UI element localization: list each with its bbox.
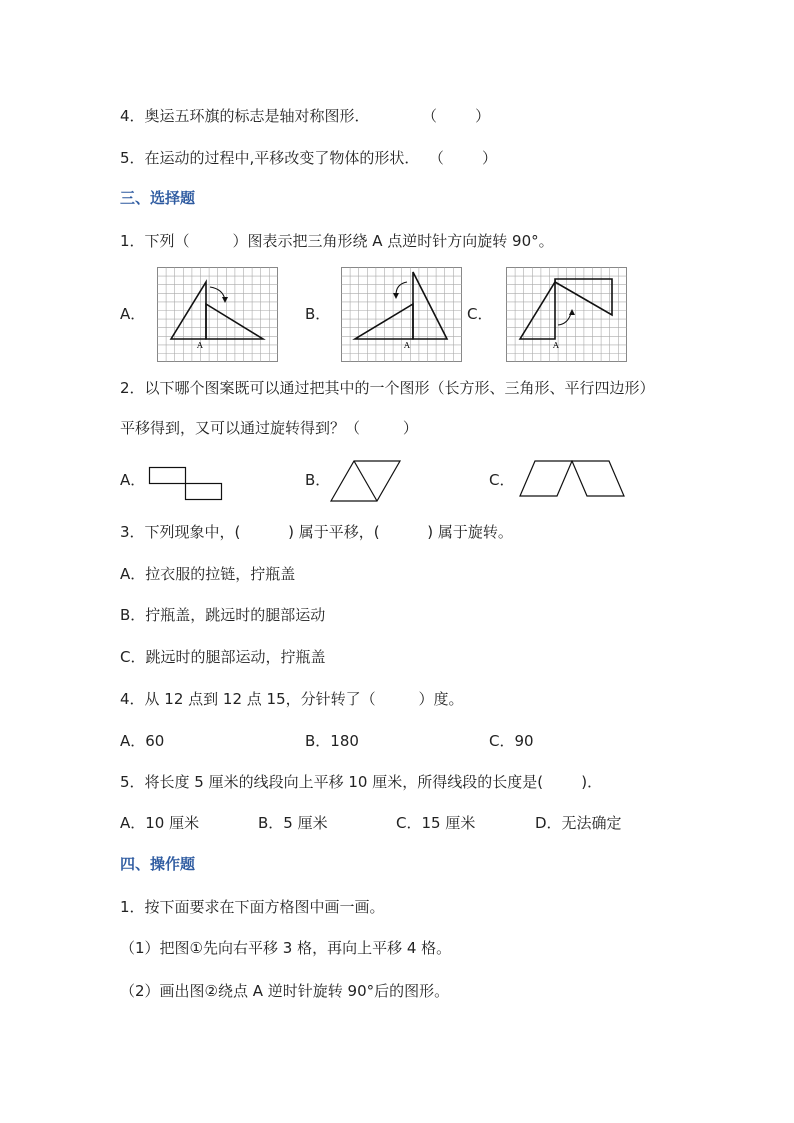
two-rectangles-shape	[148, 466, 224, 504]
q3-3-option-a: A．拉衣服的拉链，拧瓶盖	[120, 565, 296, 583]
q3-5-option-a: A．10 厘米	[120, 814, 200, 832]
q3-2-text-line1: 2．以下哪个图案既可以通过把其中的一个图形（长方形、三角形、平行四边形）	[120, 379, 655, 397]
q3-4-option-c: C．90	[489, 732, 534, 750]
q3-3-option-b: B．拧瓶盖，跳远时的腿部运动	[120, 606, 326, 624]
point-a-label: A	[197, 341, 203, 350]
q3-4-option-a: A．60	[120, 732, 165, 750]
q3-2-option-b-label: B．	[305, 471, 331, 489]
q3-5-text: 5．将长度 5 厘米的线段向上平移 10 厘米，所得线段的长度是( )．	[120, 773, 603, 791]
q3-1-figure-c	[506, 267, 628, 367]
q3-1-text: 1．下列（ ）图表示把三角形绕 A 点逆时针方向旋转 90°。	[120, 232, 554, 250]
q3-2-option-c-label: C．	[489, 471, 515, 489]
q3-4-option-b: B．180	[305, 732, 359, 750]
q3-1-option-b-label: B．	[305, 305, 331, 323]
original-triangle	[413, 272, 447, 339]
q3-1-option-a-label: A．	[120, 305, 146, 323]
point-a-label: A	[553, 341, 559, 350]
triangles-shape	[330, 460, 402, 502]
q3-5-option-c: C．15 厘米	[396, 814, 476, 832]
rotated-triangle	[555, 279, 612, 315]
grid-figure-a	[157, 267, 279, 363]
q3-2-option-a-label: A．	[120, 471, 146, 489]
point-a-label: A	[404, 341, 410, 350]
q3-4-text: 4．从 12 点到 12 点 15，分针转了（ ）度。	[120, 690, 464, 708]
section4-title: 四、操作题	[120, 855, 196, 873]
grid-figure-c	[506, 267, 628, 363]
q3-2-figure-b	[330, 460, 402, 506]
q3-2-figure-c	[519, 460, 627, 502]
rotated-triangle	[355, 304, 413, 339]
q3-5-option-d: D．无法确定	[535, 814, 622, 832]
q3-1-option-c-label: C．	[467, 305, 493, 323]
section3-title: 三、选择题	[120, 189, 196, 207]
grid-figure-b	[341, 267, 463, 363]
q3-1-figure-b	[341, 267, 463, 367]
q4-1-sub1: （1）把图①先向右平移 3 格，再向上平移 4 格。	[120, 939, 452, 957]
judgement-q5: 5．在运动的过程中,平移改变了物体的形状． （ ）	[120, 149, 497, 167]
q3-3-text: 3．下列现象中，( ) 属于平移，( ) 属于旋转。	[120, 523, 513, 541]
q4-1-text: 1．按下面要求在下面方格图中画一画。	[120, 898, 385, 916]
q3-1-figure-a	[157, 267, 279, 367]
q3-2-figure-a	[148, 466, 224, 508]
q3-5-option-b: B．5 厘米	[258, 814, 328, 832]
q4-1-sub2: （2）画出图②绕点 A 逆时针旋转 90°后的图形。	[120, 982, 450, 1000]
judgement-q4: 4．奥运五环旗的标志是轴对称图形． （ ）	[120, 107, 491, 125]
q3-2-text-line2: 平移得到，又可以通过旋转得到？（ ）	[120, 419, 418, 437]
parallelograms-shape	[519, 460, 627, 498]
q3-3-option-c: C．跳远时的腿部运动，拧瓶盖	[120, 648, 326, 666]
rotated-triangle	[206, 304, 263, 339]
